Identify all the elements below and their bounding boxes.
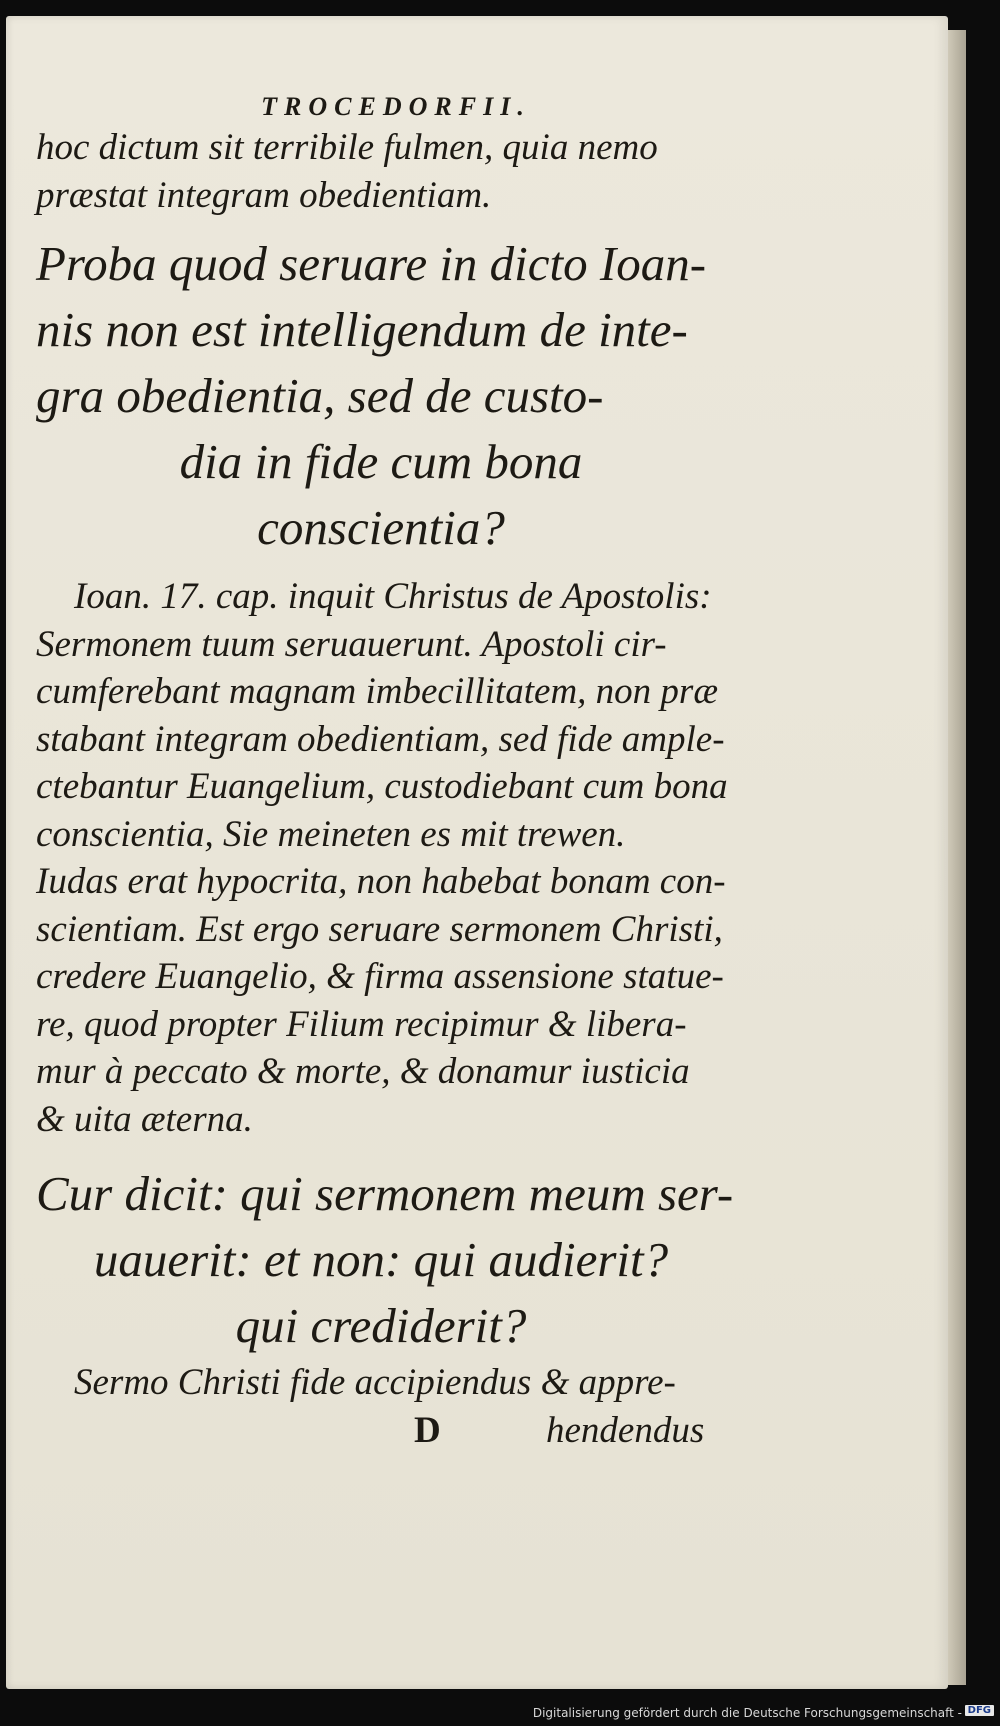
text-line: Sermo Christi fide accipiendus & appre- [74,1362,676,1403]
text-line: Ioan. 17. cap. inquit Christus de Apostolis: [74,576,712,617]
heading-line: qui crediderit? [235,1298,527,1353]
digitization-footer [0,1696,1000,1726]
paragraph-2 [36,573,726,1143]
running-head: TROCEDORFII. [261,92,531,121]
paragraph-1 [36,124,726,219]
heading-line: Proba quod seruare in dicto Ioan- [36,236,707,291]
heading-line: Cur dicit: qui sermonem meum ser- [36,1166,734,1221]
text-line: credere Euangelio, & firma assensione statue- [36,956,724,997]
text-line: stabant integram obedientiam, sed fide ample- [36,718,725,760]
section-heading-1 [36,231,726,561]
heading-line: dia in fide cum bona [179,434,583,489]
text-line: hoc dictum sit terribile fulmen, quia nemo [36,127,658,168]
heading-line: gra obedientia, sed de custo- [36,368,604,423]
funding-note: Digitalisierung gefördert durch die Deutsche Forschungsgemeinschaft - [532,1706,962,1720]
heading-line: nis non est intelligendum de inte- [36,302,688,357]
text-line: scientiam. Est ergo seruare sermonem Christi, [36,908,723,950]
signature-mark: D [414,1409,441,1451]
section-heading-2 [36,1161,734,1359]
text-line: Iudas erat hypocrita, non habebat bonam con- [36,861,726,902]
page-text [36,92,734,1454]
heading-line: conscientia? [257,500,505,555]
page-footer-line [36,1407,726,1454]
catchword: hendendus [546,1409,705,1451]
text-line: cumferebant magnam imbecillitatem, non præ [36,671,719,712]
text-line: Sermonem tuum seruauerunt. Apostoli cir- [36,623,667,665]
heading-line: uauerit: et non: qui audierit? [93,1232,669,1287]
text-line: conscientia, Sie meineten es mit trewen. [36,813,626,855]
text-line: & uita æterna. [36,1098,253,1140]
text-line: præstat integram obedientiam. [36,174,492,216]
paragraph-3 [36,1359,726,1407]
text-line: ctebantur Euangelium, custodiebant cum bona [36,766,728,807]
text-line: mur à peccato & morte, & donamur iusticia [36,1051,690,1092]
page-edge [948,30,966,1685]
dfg-logo: DFG [965,1705,994,1716]
text-line: re, quod propter Filium recipimur & libera- [36,1003,687,1045]
